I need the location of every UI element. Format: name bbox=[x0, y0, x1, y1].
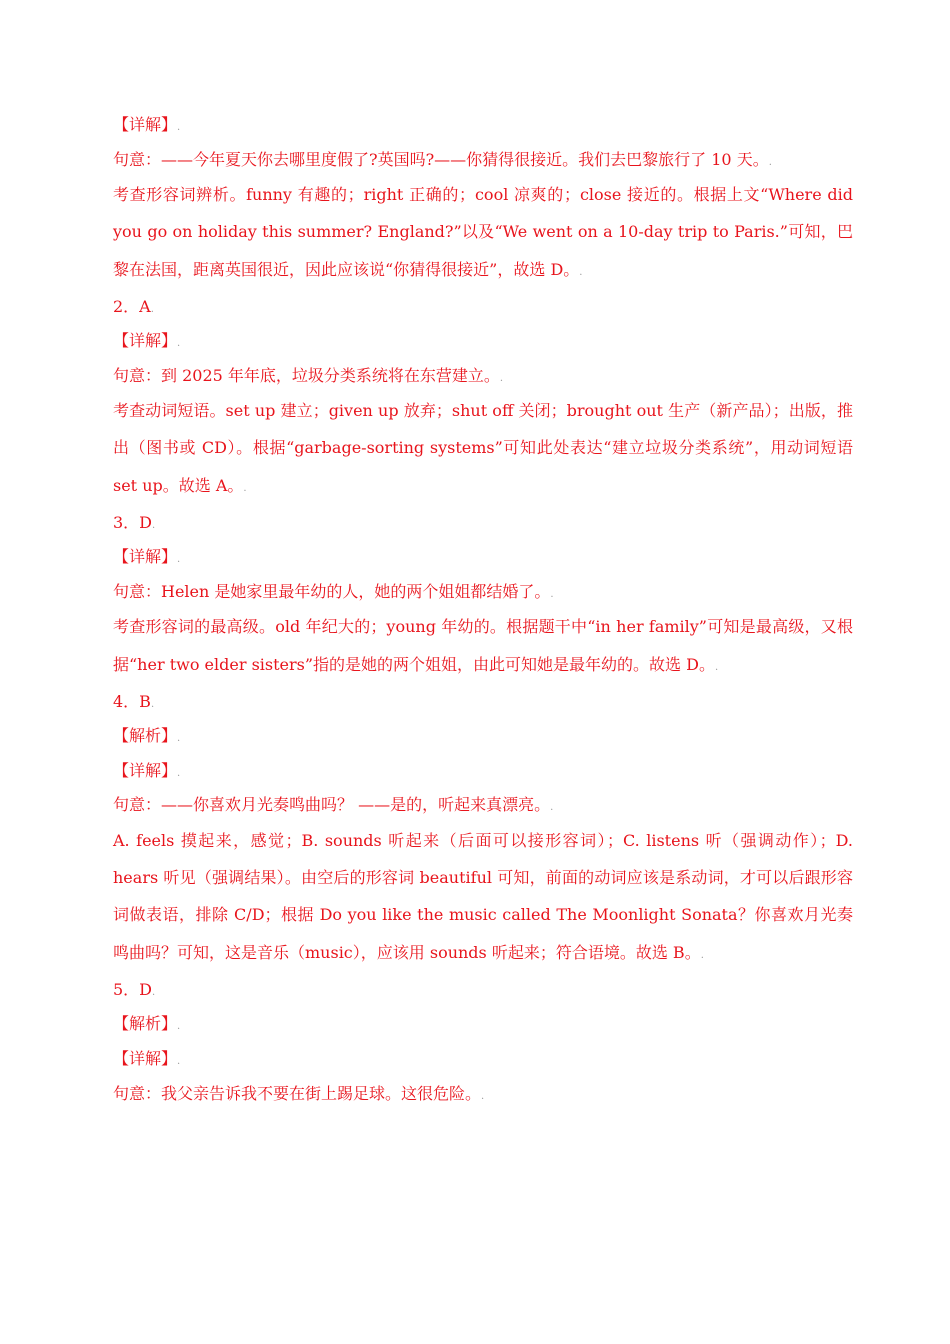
sentence-meaning: 句意：我父亲告诉我不要在街上踢足球。这很危险。. bbox=[113, 1083, 485, 1103]
section-heading-analysis: 【解析】. bbox=[113, 1014, 181, 1034]
analysis-paragraph: 考查形容词辨析。funny 有趣的；right 正确的；cool 凉爽的；close 接近的。根据上文“Where did you go on holiday this summer? England?”以及“We went on a 10-day trip to Paris.”可知，巴黎在法国，距离英国很近，因此应该说“你猜得很接近”，故选 D。. bbox=[113, 184, 853, 279]
analysis-paragraph: 考查形容词的最高级。old 年纪大的；young 年幼的。根据题干中“in her family”可知是最高级，又根据“her two elder sisters”指的是她的两个姐姐，由此可知她是最年幼的。故选 D。. bbox=[113, 617, 853, 674]
analysis-paragraph: 考查动词短语。set up 建立；given up 放弃；shut off 关闭；brought out 生产（新产品）；出版，推出（图书或 CD）。根据“garbage-sorting systems”可知此处表达“建立垃圾分类系统”，用动词短语 set up。故选 A。. bbox=[113, 401, 853, 495]
section-heading-detail: 【详解】. bbox=[113, 760, 181, 780]
question-answer: 5．D. bbox=[113, 979, 156, 999]
question-answer: 4．B. bbox=[113, 691, 155, 711]
sentence-meaning: 句意：——今年夏天你去哪里度假了?英国吗?——你猜得很接近。我们去巴黎旅行了 10 天。. bbox=[113, 149, 772, 169]
section-heading-detail: 【详解】. bbox=[113, 115, 181, 134]
section-heading-analysis: 【解析】. bbox=[113, 726, 181, 746]
analysis-paragraph: A. feels 摸起来，感觉；B. sounds 听起来（后面可以接形容词）；C. listens 听（强调动作）；D. hears 听见（强调结果）。由空后的形容词 beautiful 可知，前面的动词应该是系动词，才可以后跟形容词做表语，排除 C/D；根据 Do you like the music called The Moonlight Sonata？你喜欢月光奏鸣曲吗？可知，这是音乐（music），应该用 sounds 听起来；符合语境。故选 B。. bbox=[113, 830, 853, 962]
question-answer: 2．A. bbox=[113, 296, 154, 316]
sentence-meaning: 句意：——你喜欢月光奏鸣曲吗？ ——是的，听起来真漂亮。. bbox=[113, 795, 554, 815]
section-heading-detail: 【详解】. bbox=[113, 1049, 181, 1069]
section-heading-detail: 【详解】. bbox=[113, 331, 181, 351]
question-answer: 3．D. bbox=[113, 512, 156, 532]
sentence-meaning: 句意：到 2025 年年底，垃圾分类系统将在东营建立。. bbox=[113, 365, 504, 385]
section-heading-detail: 【详解】. bbox=[113, 547, 181, 567]
sentence-meaning: 句意：Helen 是她家里最年幼的人，她的两个姐姐都结婚了。. bbox=[113, 582, 554, 602]
answer-explanations bbox=[113, 108, 853, 1111]
